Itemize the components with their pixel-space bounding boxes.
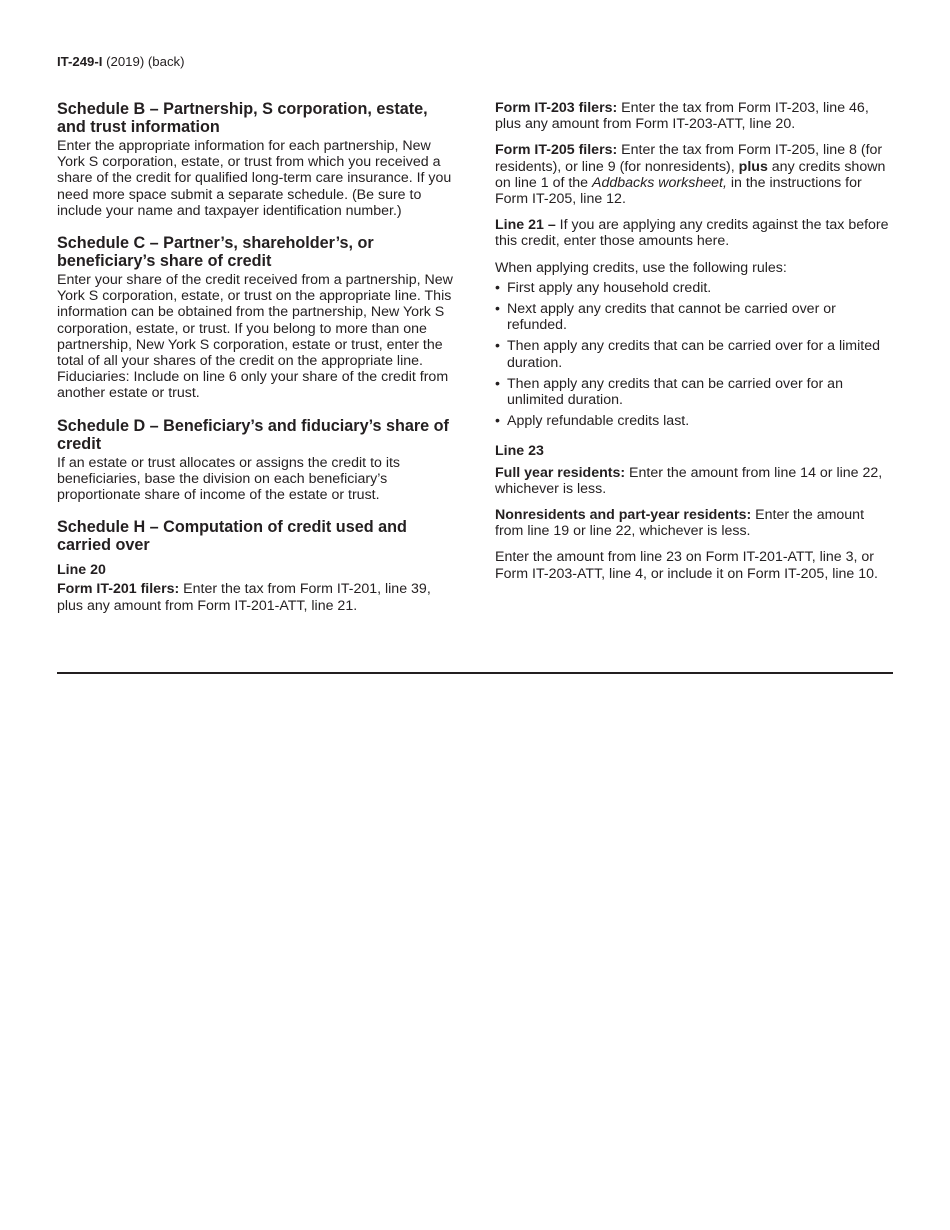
schedule-c-section: [57, 234, 457, 402]
it201-filers-label: Form IT-201 filers:: [57, 581, 180, 598]
nonresidents-text: [495, 507, 890, 539]
line-21-instructions: If you are applying any credits against the tax before this credit, enter those amounts here.: [495, 217, 889, 250]
schedule-c-title: Schedule C – Partner’s, shareholder’s, or beneficiary’s share of credit: [57, 234, 374, 271]
it205-text-part3: in the instructions for Form IT-205, line 12.: [495, 174, 862, 208]
line-20-label: Line 20: [57, 562, 106, 579]
it201-filers-text: [57, 581, 457, 613]
schedule-h-title: Schedule H – Computation of credit used and carried over: [57, 518, 407, 555]
bullet-icon: •: [495, 279, 500, 296]
line-21-label: Line 21 –: [495, 217, 556, 234]
rules-intro: When applying credits, use the following rules:: [495, 259, 787, 276]
line-23-label: Line 23: [495, 443, 544, 460]
list-item: [495, 280, 890, 296]
page-header: [57, 54, 185, 69]
nonresidents-instructions: Enter the amount from line 19 or line 22, whichever is less.: [495, 507, 865, 540]
rule-text: Then apply any credits that can be carried over for an unlimited duration.: [507, 375, 843, 409]
schedule-h-section: [57, 518, 457, 614]
right-column: [495, 100, 890, 582]
it201-filers-instructions: Enter the tax from Form IT-201, line 39, plus any amount from Form IT-201-ATT, line 21.: [57, 581, 431, 614]
form-id: IT-249-I: [57, 54, 103, 69]
it205-plus: plus: [738, 158, 768, 175]
nonresidents-label: Nonresidents and part-year residents:: [495, 507, 752, 524]
bullet-icon: •: [495, 413, 500, 430]
full-year-residents-instructions: Enter the amount from line 14 or line 22, whichever is less.: [495, 464, 883, 497]
bullet-icon: •: [495, 375, 500, 392]
schedule-b-title: Schedule B – Partnership, S corporation, estate, and trust information: [57, 100, 428, 136]
it205-filers-label: Form IT-205 filers:: [495, 142, 618, 159]
rule-text: First apply any household credit.: [507, 279, 712, 296]
it203-filers-text: [495, 100, 890, 132]
schedule-d-section: [57, 417, 457, 504]
line-23-final-text: Enter the amount from line 23 on Form IT-201-ATT, line 3, or Form IT-203-ATT, line 4, or include it on Form IT-205, line 10.: [495, 549, 878, 582]
schedule-b-section: [57, 100, 457, 219]
schedule-c-body: Enter your share of the credit received from a partnership, New York S corporation, estate, or trust on the appropriate line. This information can be obtained from the partnership, New York S corporation, estate, or trust. If you belong to more than one partnership, New York S corporation, estate or trust, enter the total of all your shares of the credit on the appropriate line. Fiduciaries: Include on line 6 only your share of the credit from another estate or trust.: [57, 272, 453, 402]
form-year-suffix: (2019) (back): [102, 54, 185, 69]
it205-filers-text: [495, 142, 890, 207]
rule-text: Then apply any credits that can be carried over for a limited duration.: [507, 338, 881, 371]
credit-rules-list: [495, 280, 890, 430]
list-item: [495, 413, 890, 429]
list-item: [495, 338, 890, 370]
it205-text-part2: any credits shown on line 1 of the: [495, 158, 886, 191]
left-column: [57, 100, 457, 629]
addbacks-worksheet-ref: Addbacks worksheet,: [592, 174, 727, 191]
it203-filers-instructions: Enter the tax from Form IT-203, line 46, plus any amount from Form IT-203-ATT, line 20.: [495, 100, 869, 133]
it203-filers-label: Form IT-203 filers:: [495, 100, 618, 116]
schedule-d-title: Schedule D – Beneficiary’s and fiduciary’s share of credit: [57, 416, 449, 453]
schedule-d-body: If an estate or trust allocates or assigns the credit to its beneficiaries, base the division on each beneficiary’s proportionate share of income of the estate or trust.: [57, 454, 401, 504]
bullet-icon: •: [495, 301, 500, 318]
list-item: [495, 376, 890, 408]
list-item: [495, 301, 890, 333]
rule-text: Next apply any credits that cannot be carried over or refunded.: [507, 301, 836, 334]
line-21-text: [495, 217, 890, 249]
bullet-icon: •: [495, 338, 500, 355]
it205-text-part1: Enter the tax from Form IT-205, line 8 (for residents), or line 9 (for nonresidents),: [495, 142, 883, 175]
section-divider: [57, 672, 893, 674]
schedule-b-body: Enter the appropriate information for each partnership, New York S corporation, estate, or trust from which you received a share of the credit for qualified long-term care insurance. If you need more space submit a separate schedule. (Be sure to include your name and taxpayer identification number.): [57, 138, 452, 219]
rule-text: Apply refundable credits last.: [507, 413, 690, 430]
full-year-residents-label: Full year residents:: [495, 464, 626, 481]
full-year-residents-text: [495, 465, 890, 497]
